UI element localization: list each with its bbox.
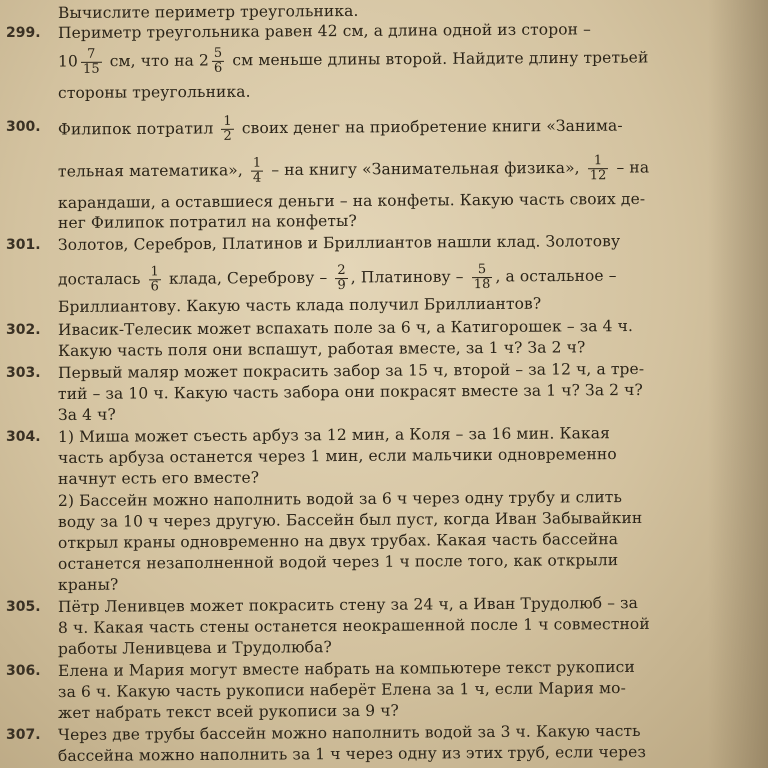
problem-307-line-2: бассейна можно наполнить за 1 ч через одну из этих труб, если через xyxy=(57,742,647,765)
problem-number-306: 306. xyxy=(6,663,41,679)
problem-number-303: 303. xyxy=(6,365,41,381)
problem-304-line-5: воду за 10 ч через другую. Бассейн был пуст, когда Иван Забывайкин xyxy=(57,508,643,531)
problem-number-299: 299. xyxy=(6,25,41,41)
problem-304-line-3: начнут есть его вместе? xyxy=(57,468,260,488)
problem-299-line-1: Периметр треугольника равен 42 см, а длина одной из сторон – xyxy=(57,20,592,42)
problem-304-line-6: открыл краны одновременно на двух трубах. Какая часть бассейна xyxy=(57,530,619,552)
problem-306-line-3: жет набрать текст всей рукописи за 9 ч? xyxy=(57,701,399,722)
problem-305-line-1: Пётр Ленивцев может покрасить стену за 24 ч, а Иван Трудолюб – за xyxy=(57,593,639,616)
problem-300-line-4: нег Филипок потратил на конфеты? xyxy=(57,211,357,232)
problem-299-line-2: 10 $\frac{7}{15}$ см, что на 2 $\frac{5}{6}$ см меньше длины второй. Найдите длину третьей xyxy=(57,45,649,77)
problem-number-301: 301. xyxy=(6,237,41,253)
problem-number-300: 300. xyxy=(6,119,41,135)
problem-300-line-3: карандаши, а оставшиеся деньги – на конфеты. Какую часть своих де- xyxy=(57,189,646,212)
problem-299-line-3: стороны треугольника. xyxy=(57,82,251,102)
problem-304-line-4: 2) Бассейн можно наполнить водой за 6 ч через одну трубу и слить xyxy=(57,488,623,510)
problem-300-line-2: тельная математика», $\frac{1}{4}$ – на книгу «Занимательная физика», $\frac{1}{12}$ – на xyxy=(57,153,650,186)
problem-302-line-2: Какую часть поля они вспашут, работая вместе, за 1 ч? За 2 ч? xyxy=(57,338,586,360)
problem-304-line-7: останется незаполненной водой через 1 ч после того, как открыли xyxy=(57,551,619,573)
problem-304-line-8: краны? xyxy=(57,575,119,594)
top-fragment: Вычислите периметр треугольника. xyxy=(57,1,359,22)
problem-304-line-1: 1) Миша может съесть арбуз за 12 мин, а Коля – за 16 мин. Какая xyxy=(57,424,610,446)
problem-number-304: 304. xyxy=(6,429,41,445)
problem-303-line-1: Первый маляр может покрасить забор за 15 ч, второй – за 12 ч, а тре- xyxy=(57,359,645,382)
fraction: $\frac{5}{6}$ xyxy=(213,45,223,76)
problem-300-line-1: Филипок потратил $\frac{1}{2}$ своих денег на приобретение книги «Занима- xyxy=(57,113,623,144)
problem-302-line-1: Ивасик-Телесик может вспахать поле за 6 ч, а Катигорошек – за 4 ч. xyxy=(57,316,634,339)
problem-305-line-2: 8 ч. Какая часть стены останется неокрашенной после 1 ч совместной xyxy=(57,614,650,637)
problem-306-line-1: Елена и Мария могут вместе набрать на компьютере текст рукописи xyxy=(57,657,635,680)
problem-304-line-2: часть арбуза останется через 1 мин, если мальчики одновременно xyxy=(57,445,617,467)
mixed-integer: 10 xyxy=(57,52,78,71)
problem-303-line-3: За 4 ч? xyxy=(57,405,116,424)
problem-303-line-2: тий – за 10 ч. Какую часть забора они покрасят вместе за 1 ч? За 2 ч? xyxy=(57,380,643,403)
problem-number-305: 305. xyxy=(6,599,41,615)
problem-305-line-3: работы Ленивцева и Трудолюба? xyxy=(57,638,332,658)
fraction: $\frac{7}{15}$ xyxy=(81,48,102,77)
problem-301-line-2: досталась $\frac{1}{6}$ клада, Сереброву – $\frac{2}{9}$ , Платинову – $\frac{5}{18}$ , а остальное – xyxy=(57,262,617,295)
problem-307-line-1: Через две трубы бассейн можно наполнить водой за 3 ч. Какую часть xyxy=(57,721,641,744)
problem-301-line-3: Бриллиантову. Какую часть клада получил Бриллиантов? xyxy=(57,294,542,316)
page-edge-shadow xyxy=(708,0,768,768)
problem-number-302: 302. xyxy=(6,322,41,338)
problem-306-line-2: за 6 ч. Какую часть рукописи наберёт Елена за 1 ч, если Мария мо- xyxy=(57,679,626,701)
problem-301-line-1: Золотов, Серебров, Платинов и Бриллиантов нашли клад. Золотову xyxy=(57,232,621,254)
problem-number-307: 307. xyxy=(6,727,41,743)
